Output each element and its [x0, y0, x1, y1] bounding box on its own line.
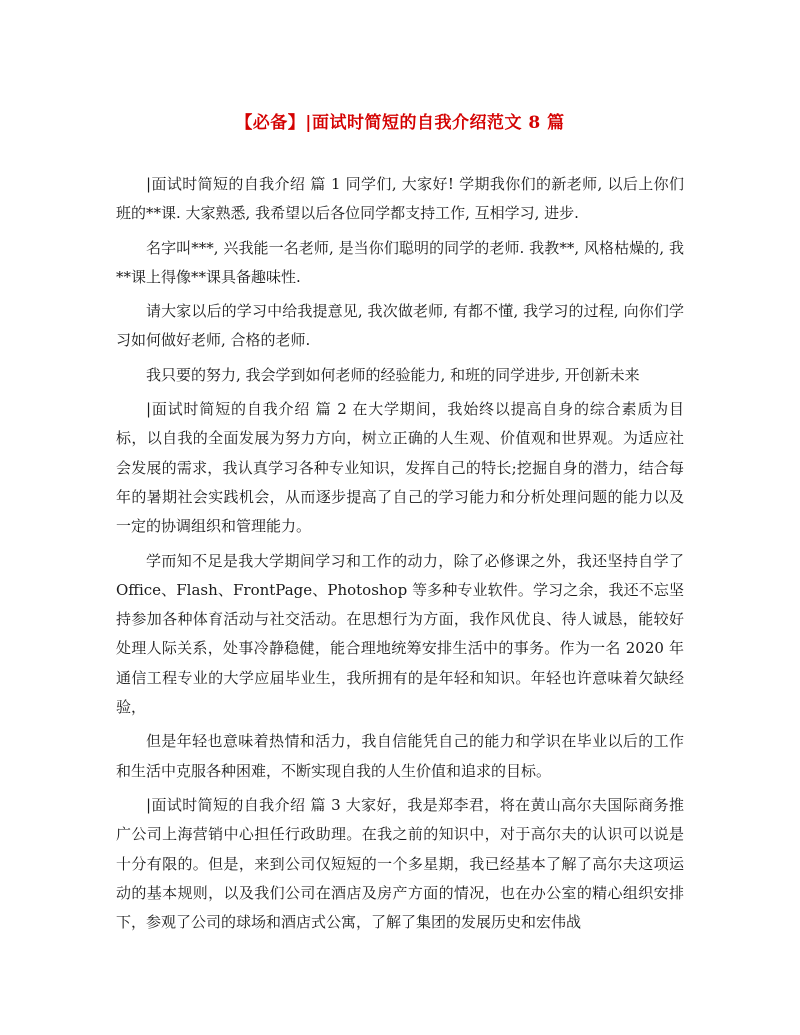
paragraph: 名字叫***, 兴我能一名老师, 是当你们聪明的同学的老师. 我教**, 风格枯燥的, 我**课上得像**课具备趣味性. — [116, 238, 684, 286]
paragraph: 学而知不足是我大学期间学习和工作的动力，除了必修课之外，我还坚持自学了 Office、Flash、FrontPage、Photoshop 等多种专业软件。学习之余，我还不忘坚持参加各种体育活动与社交活动。在思想行为方面，我作风优良、待人诚恳，能较好处理人际关系，处事冷静稳健，能合理地统筹安排生活中的事务。作为一名 2020 年通信工程专业的大学应届毕业生，我所拥有的是年轻和知识。年轻也许意味着欠缺经验， — [116, 551, 684, 717]
paragraph: 但是年轻也意味着热情和活力，我自信能凭自己的能力和学识在毕业以后的工作和生活中克服各种困难，不断实现自我的人生价值和追求的目标。 — [116, 732, 684, 780]
paragraph: |面试时简短的自我介绍 篇 1 同学们, 大家好! 学期我你们的新老师, 以后上你们班的**课. 大家熟悉, 我希望以后各位同学都支持工作, 互相学习, 进步. — [116, 175, 684, 223]
paragraph: |面试时简短的自我介绍 篇 3 大家好，我是郑李君，将在黄山高尔夫国际商务推广公司上海营销中心担任行政助理。在我之前的知识中，对于高尔夫的认识可以说是十分有限的。但是，来到公司仅短短的一个多星期，我已经基本了解了高尔夫这项运动的基本规则，以及我们公司在酒店及房产方面的情况，也在办公室的精心组织安排下，参观了公司的球场和酒店式公寓，了解了集团的发展历史和宏伟战 — [116, 795, 684, 932]
document-body — [116, 170, 684, 942]
paragraph: 请大家以后的学习中给我提意见, 我次做老师, 有都不懂, 我学习的过程, 向你们学习如何做好老师, 合格的老师. — [116, 302, 684, 350]
paragraph: 我只要的努力, 我会学到如何老师的经验能力, 和班的同学进步, 开创新未来 — [146, 365, 640, 384]
paragraph: |面试时简短的自我介绍 篇 2 在大学期间，我始终以提高自身的综合素质为目标，以自我的全面发展为努力方向，树立正确的人生观、价值观和世界观。为适应社会发展的需求，我认真学习各种专业知识，发挥自己的特长;挖掘自身的潜力，结合每年的暑期社会实践机会，从而逐步提高了自己的学习能力和分析处理问题的能力以及一定的协调组织和管理能力。 — [116, 400, 684, 536]
document-title: 【必备】|面试时简短的自我介绍范文 8 篇 — [235, 113, 565, 133]
